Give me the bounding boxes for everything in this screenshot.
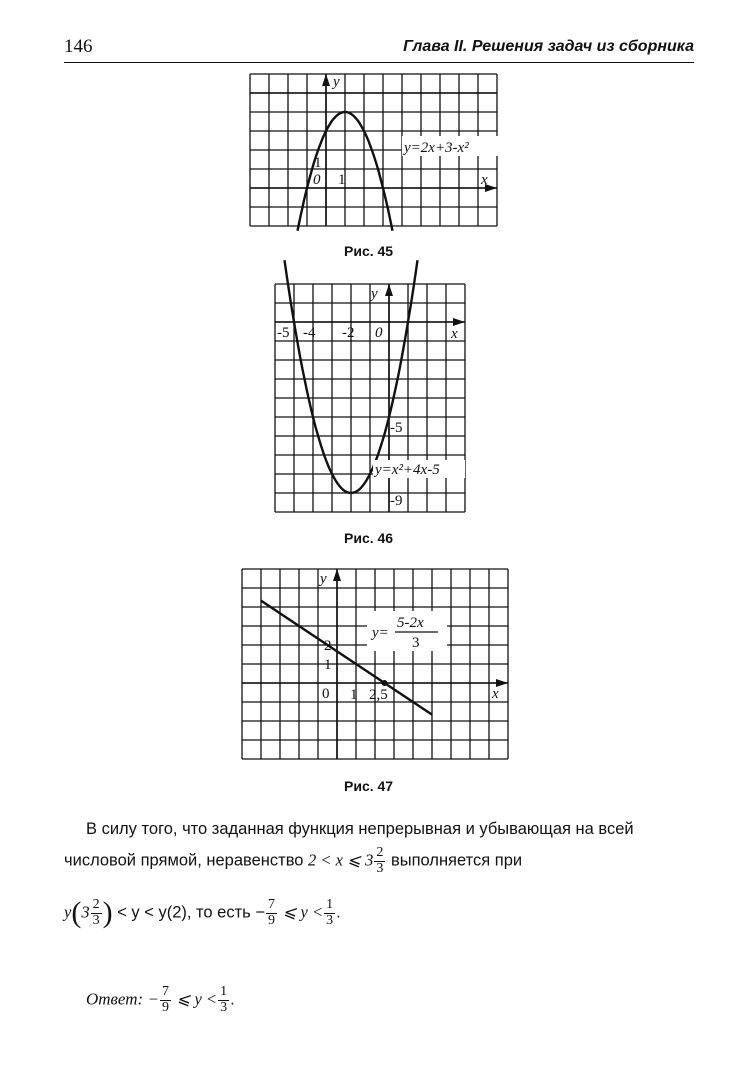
figure-46-x-label: x bbox=[451, 326, 458, 342]
answer-label: Ответ: bbox=[86, 989, 144, 1009]
figure-45-y-label: y bbox=[333, 74, 340, 90]
figure-46 bbox=[275, 284, 465, 514]
figure-47-grid bbox=[242, 569, 508, 759]
answer-fraction-1-3: $\frac{1}{3}$ bbox=[220, 984, 228, 1015]
figure-46-tick-y-9: -9 bbox=[390, 493, 403, 509]
figure-46-tick-y-5: -5 bbox=[390, 420, 403, 436]
figure-45 bbox=[250, 74, 500, 229]
paragraph-text-1: В силу того, что заданная функция непрерывная и убывающая на всей bbox=[86, 820, 634, 838]
page-number: 146 bbox=[64, 36, 93, 57]
chapter-title: Глава II. Решения задач из сборника bbox=[403, 38, 694, 55]
middle-inequality: < y < y(2), то есть − bbox=[117, 903, 265, 922]
figure-45-tick-y1: 1 bbox=[314, 155, 322, 171]
ineq-y: ⩽ y < bbox=[282, 902, 324, 922]
figure-46-formula: y=x²+4x-5 bbox=[375, 462, 440, 478]
paragraph-text-2-end: выполняется при bbox=[390, 851, 523, 870]
figure-47-x-label: x bbox=[492, 686, 499, 702]
fraction-1-3: $\frac{1}{3}$ bbox=[326, 896, 334, 928]
figure-46-tick-x-4: -4 bbox=[303, 325, 316, 341]
figure-47-origin: 0 bbox=[322, 686, 330, 702]
paragraph-line-1 bbox=[86, 820, 634, 839]
figure-46-origin: 0 bbox=[375, 325, 383, 341]
figure-46-y-label: y bbox=[371, 286, 378, 302]
page-header bbox=[64, 30, 694, 63]
figure-47-tick-y2: 2 bbox=[324, 638, 332, 654]
figure-45-caption: Рис. 45 bbox=[344, 243, 394, 259]
figure-47-y-label: y bbox=[320, 571, 327, 587]
fraction-2-3: $\frac{2}{3}$ bbox=[376, 845, 384, 876]
figure-45-origin: 0 bbox=[313, 172, 321, 188]
figure-45-formula: y=2x+3-x² bbox=[404, 140, 469, 156]
inequality-2-x-3: 2 < x ⩽ 3 bbox=[308, 850, 374, 870]
figure-45-x-label: x bbox=[481, 172, 488, 188]
figure-46-tick-x-5: -5 bbox=[277, 325, 290, 341]
answer-line: Ответ: − $\frac{7}{9}$ ⩽ y < $\frac{1}{3}$ . bbox=[86, 984, 235, 1015]
paragraph-line-3: y(3 $\frac{2}{3}$ ) < y < y(2), то есть − $\frac{7}{9}$ ⩽ y < $\frac{1}{3}$ . bbox=[64, 896, 341, 929]
paragraph-text-2: числовой прямой, неравенство bbox=[64, 851, 304, 870]
figure-47-formula-den: 3 bbox=[412, 635, 420, 651]
fraction-2-3-b: $\frac{2}{3}$ bbox=[92, 896, 100, 928]
y-of: y bbox=[64, 902, 72, 922]
figure-47-tick-x1: 1 bbox=[350, 687, 358, 703]
figure-46-tick-x-2: -2 bbox=[342, 325, 355, 341]
answer-fraction-7-9: $\frac{7}{9}$ bbox=[161, 984, 169, 1015]
figure-46-y-arrow bbox=[385, 284, 393, 296]
figure-45-y-arrow bbox=[322, 74, 330, 86]
figure-47-point bbox=[382, 680, 388, 686]
figure-47-tick-y1: 1 bbox=[324, 657, 332, 673]
figure-47-caption: Рис. 47 bbox=[344, 778, 394, 794]
figure-46-caption: Рис. 46 bbox=[344, 530, 394, 546]
figure-47-y-arrow bbox=[333, 569, 341, 581]
figure-47 bbox=[242, 569, 508, 764]
figure-45-tick-x1: 1 bbox=[338, 172, 346, 188]
figure-47-tick-x25: 2,5 bbox=[369, 687, 388, 703]
fraction-7-9: $\frac{7}{9}$ bbox=[267, 896, 275, 928]
figure-47-formula-num: 5-2x bbox=[397, 615, 424, 631]
paragraph-line-2 bbox=[64, 846, 522, 876]
figure-47-formula-lhs: y= bbox=[372, 625, 389, 641]
figure-46-x-arrow bbox=[453, 318, 465, 326]
